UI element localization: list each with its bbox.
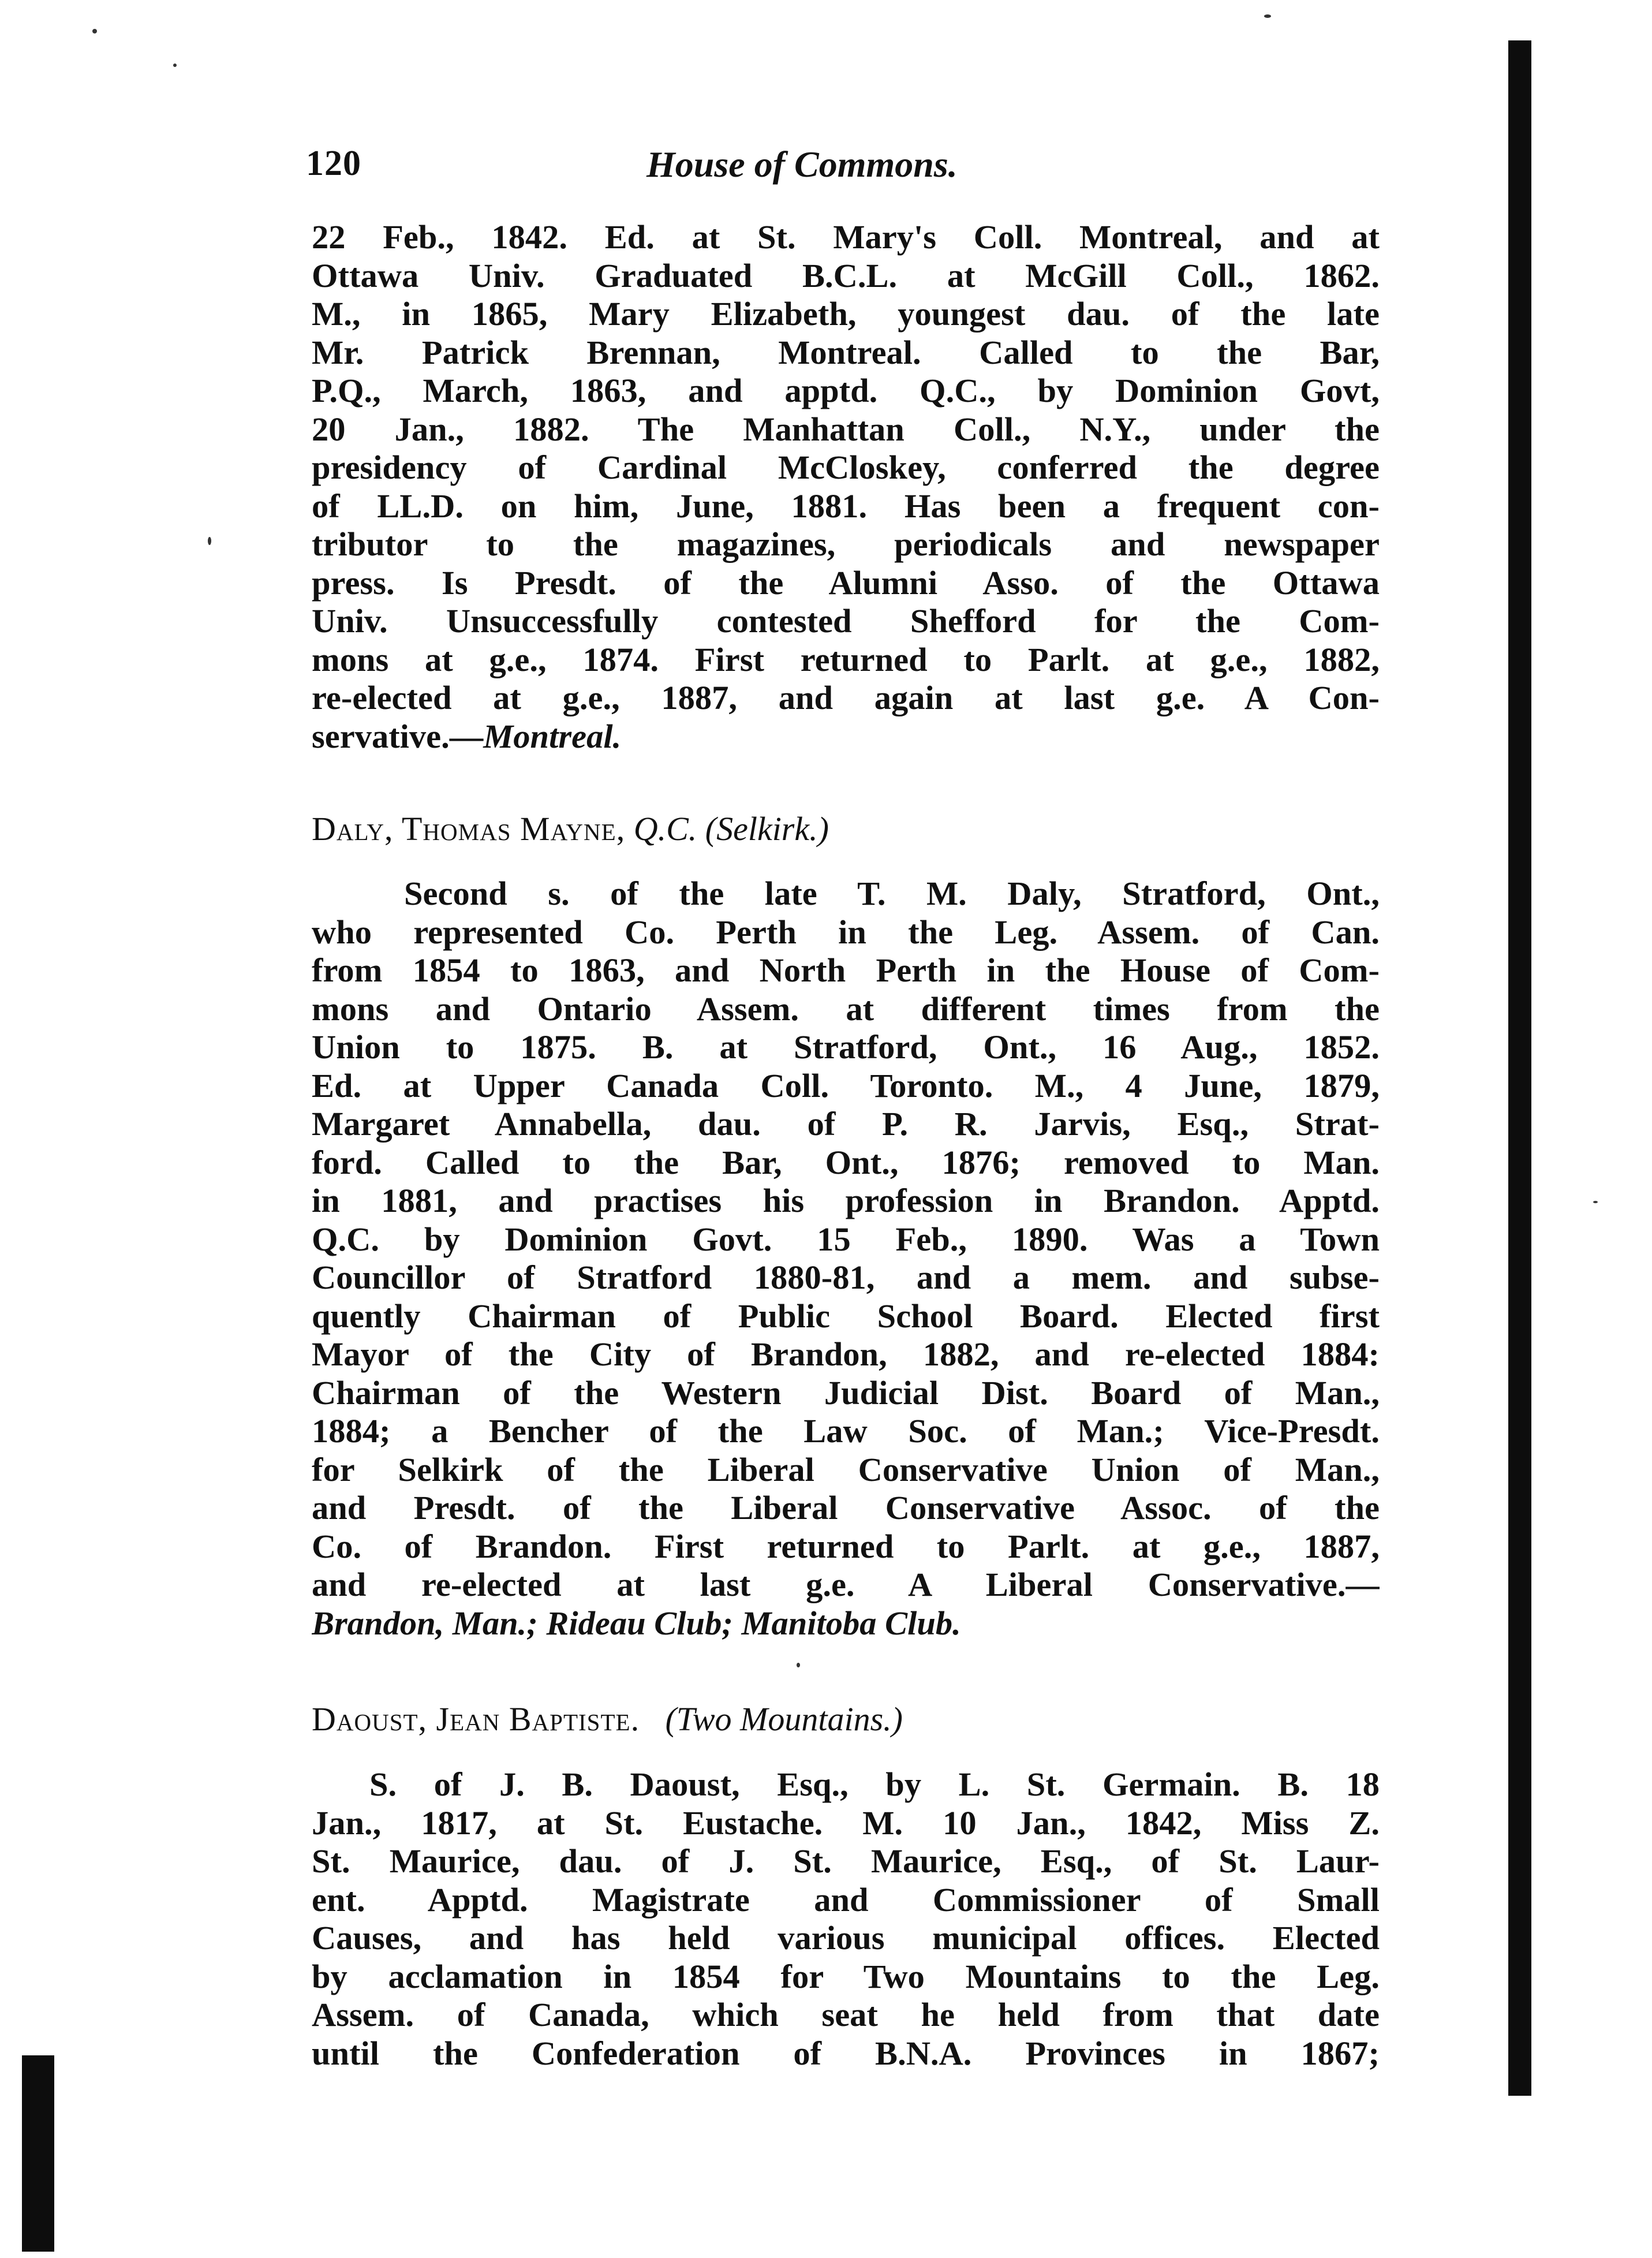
text-line: tributor to the magazines, periodicals and newspaper (312, 525, 1380, 563)
member-constituency: (Selkirk.) (705, 810, 829, 848)
residence-place: Montreal. (483, 717, 622, 755)
text-line: 22 Feb., 1842. Ed. at St. Mary's Coll. Montreal, and at (312, 218, 1380, 256)
text-line: Chairman of the Western Judicial Dist. Board of Man., (312, 1374, 1380, 1412)
text-line: re-elected at g.e., 1887, and again at last g.e. A Con- (312, 679, 1380, 716)
page-header (306, 143, 1403, 189)
text-line: Union to 1875. B. at Stratford, Ont., 16 Aug., 1852. (312, 1028, 1380, 1066)
text-line: M., in 1865, Mary Elizabeth, youngest dau. of the late (312, 295, 1380, 333)
text-line: mons and Ontario Assem. at different times from the (312, 990, 1380, 1028)
scan-speck (1264, 14, 1271, 18)
text-line: mons at g.e., 1874. First returned to Parlt. at g.e., 1882, (312, 640, 1380, 678)
member-name: Daly, Thomas Mayne, (312, 810, 626, 848)
entry-body-daoust (312, 1766, 1380, 2073)
text-line: and re-elected at last g.e. A Liberal Conservative.— (312, 1566, 1380, 1603)
text-line: Causes, and has held various municipal offices. Elected (312, 1919, 1380, 1957)
text-line: P.Q., March, 1863, and apptd. Q.C., by Dominion Govt, (312, 372, 1380, 409)
text-line: Ottawa Univ. Graduated B.C.L. at McGill Coll., 1862. (312, 256, 1380, 294)
text-line: Assem. of Canada, which seat he held from that date (312, 1996, 1380, 2033)
continued-entry (312, 218, 1380, 756)
entry-body-daly (312, 875, 1380, 1643)
text-line: press. Is Presdt. of the Alumni Asso. of the Ottawa (312, 563, 1380, 602)
text-line: Mr. Patrick Brennan, Montreal. Called to the Bar, (312, 333, 1380, 371)
running-head: House of Commons. (646, 144, 958, 185)
entry-heading-daly (312, 809, 829, 848)
text-line: of LL.D. on him, June, 1881. Has been a frequent con- (312, 487, 1380, 525)
member-constituency: (Two Mountains.) (665, 1700, 903, 1738)
page-corner-shadow (22, 2055, 54, 2252)
closing-text: servative.— (312, 717, 484, 755)
text-line: and Presdt. of the Liberal Conservative Assoc. of the (312, 1489, 1380, 1527)
scan-speck (208, 537, 211, 545)
page-edge-shadow (1508, 40, 1531, 2096)
text-line: who represented Co. Perth in the Leg. Assem. of Can. (312, 913, 1380, 951)
text-line: Q.C. by Dominion Govt. 15 Feb., 1890. Was a Town (312, 1220, 1380, 1258)
text-line: Mayor of the City of Brandon, 1882, and re-elected 1884: (312, 1335, 1380, 1373)
entry-heading-daoust (312, 1700, 903, 1738)
text-line: S. of J. B. Daoust, Esq., by L. St. Germain. B. 18 (369, 1766, 1380, 1803)
text-line: ent. Apptd. Magistrate and Commissioner of Small (312, 1880, 1380, 1919)
text-line: St. Maurice, dau. of J. St. Maurice, Esq., of St. Laur- (312, 1842, 1380, 1880)
text-line: Margaret Annabella, dau. of P. R. Jarvis, Esq., Strat- (312, 1105, 1380, 1143)
text-line: Second s. of the late T. M. Daly, Stratford, Ont., (404, 875, 1380, 912)
text-line: Ed. at Upper Canada Coll. Toronto. M., 4 June, 1879, (312, 1066, 1380, 1104)
text-line: Co. of Brandon. First returned to Parlt. at g.e., 1887, (312, 1527, 1380, 1565)
text-line: for Selkirk of the Liberal Conservative Union of Man., (312, 1450, 1380, 1488)
text-line: presidency of Cardinal McCloskey, conferred the degree (312, 449, 1380, 486)
text-line (312, 718, 1380, 756)
text-line: Councillor of Stratford 1880-81, and a mem. and subse- (312, 1259, 1380, 1296)
member-address: Brandon, Man.; Rideau Club; Manitoba Club. (312, 1604, 961, 1642)
text-line: ford. Called to the Bar, Ont., 1876; removed to Man. (312, 1143, 1380, 1181)
text-line: from 1854 to 1863, and North Perth in the House of Com- (312, 951, 1380, 989)
text-line: quently Chairman of Public School Board. Elected first (312, 1297, 1380, 1335)
member-title: Q.C. (633, 810, 697, 848)
scan-speck (173, 64, 177, 67)
text-line: by acclamation in 1854 for Two Mountains to the Leg. (312, 1957, 1380, 1995)
scan-speck (797, 1663, 800, 1667)
text-line: Jan., 1817, at St. Eustache. M. 10 Jan., 1842, Miss Z. (312, 1804, 1380, 1842)
text-line: Univ. Unsuccessfully contested Shefford for the Com- (312, 602, 1380, 640)
text-line: 20 Jan., 1882. The Manhattan Coll., N.Y., under the (312, 410, 1380, 448)
text-line: until the Confederation of B.N.A. Provinces in 1867; (312, 2034, 1380, 2072)
text-line: in 1881, and practises his profession in Brandon. Apptd. (312, 1182, 1380, 1219)
scan-speck (1593, 1201, 1598, 1203)
page-number: 120 (306, 144, 361, 183)
text-line: 1884; a Bencher of the Law Soc. of Man.; Vice-Presdt. (312, 1412, 1380, 1450)
scan-speck (92, 29, 97, 33)
member-name: Daoust, Jean Baptiste. (312, 1700, 640, 1738)
